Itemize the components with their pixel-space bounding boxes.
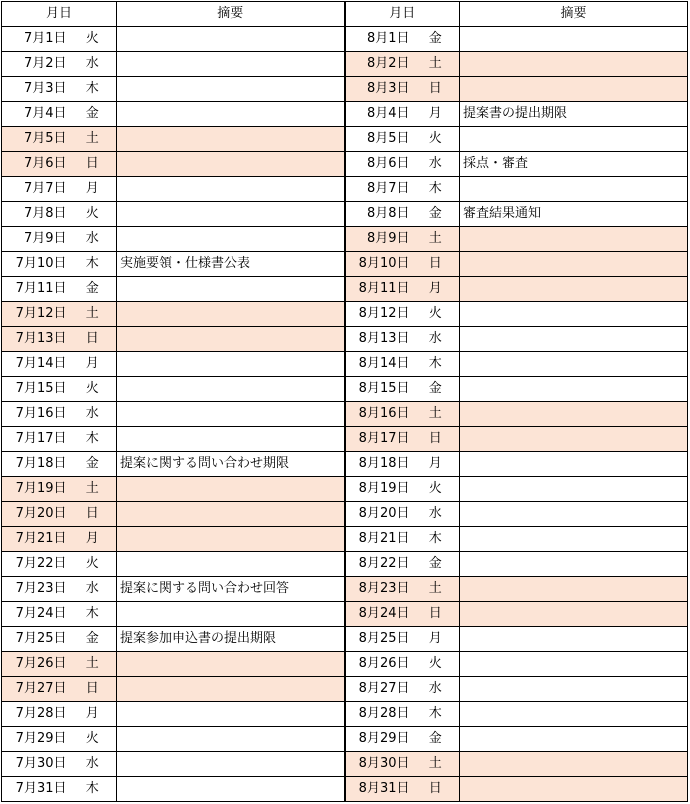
july-date-cell: 7月29日 [2, 727, 69, 752]
july-date-cell: 7月28日 [2, 702, 69, 727]
august-weekday-cell: 月 [412, 627, 460, 652]
august-date-cell: 8月22日 [345, 552, 412, 577]
august-date-cell: 8月27日 [345, 677, 412, 702]
july-date-cell: 7月11日 [2, 277, 69, 302]
calendar-row [2, 577, 688, 602]
july-weekday-cell: 水 [69, 227, 117, 252]
july-note-cell [117, 77, 345, 102]
july-date-cell: 7月3日 [2, 77, 69, 102]
july-note-cell [117, 377, 345, 402]
july-weekday-cell: 月 [69, 702, 117, 727]
july-weekday-cell: 木 [69, 252, 117, 277]
august-date-cell: 8月6日 [345, 152, 412, 177]
august-date-cell: 8月5日 [345, 127, 412, 152]
august-date-cell: 8月12日 [345, 302, 412, 327]
august-weekday-cell: 金 [412, 727, 460, 752]
august-weekday-cell: 火 [412, 652, 460, 677]
calendar-row [2, 352, 688, 377]
august-date-cell: 8月18日 [345, 452, 412, 477]
august-weekday-cell: 土 [412, 227, 460, 252]
july-weekday-cell: 日 [69, 152, 117, 177]
calendar-row [2, 227, 688, 252]
header-note-right: 摘要 [460, 2, 688, 27]
july-weekday-cell: 土 [69, 477, 117, 502]
calendar-row [2, 102, 688, 127]
august-note-cell [460, 502, 688, 527]
calendar-row [2, 302, 688, 327]
august-note-cell [460, 127, 688, 152]
august-date-cell: 8月19日 [345, 477, 412, 502]
calendar-row [2, 452, 688, 477]
july-weekday-cell: 火 [69, 377, 117, 402]
july-weekday-cell: 月 [69, 177, 117, 202]
august-date-cell: 8月13日 [345, 327, 412, 352]
august-note-cell [460, 602, 688, 627]
july-weekday-cell: 水 [69, 752, 117, 777]
august-note-cell [460, 702, 688, 727]
august-date-cell: 8月23日 [345, 577, 412, 602]
calendar-row [2, 777, 688, 802]
august-date-cell: 8月14日 [345, 352, 412, 377]
july-weekday-cell: 火 [69, 202, 117, 227]
august-weekday-cell: 日 [412, 77, 460, 102]
july-date-cell: 7月26日 [2, 652, 69, 677]
calendar-row [2, 402, 688, 427]
july-weekday-cell: 日 [69, 502, 117, 527]
july-note-cell: 提案に関する問い合わせ回答 [117, 577, 345, 602]
july-note-cell [117, 302, 345, 327]
august-note-cell: 採点・審査 [460, 152, 688, 177]
july-date-cell: 7月15日 [2, 377, 69, 402]
july-date-cell: 7月22日 [2, 552, 69, 577]
july-note-cell [117, 402, 345, 427]
august-weekday-cell: 火 [412, 477, 460, 502]
july-date-cell: 7月21日 [2, 527, 69, 552]
august-date-cell: 8月4日 [345, 102, 412, 127]
august-note-cell [460, 652, 688, 677]
july-weekday-cell: 木 [69, 777, 117, 802]
july-note-cell [117, 352, 345, 377]
august-weekday-cell: 木 [412, 352, 460, 377]
august-weekday-cell: 日 [412, 777, 460, 802]
calendar-row [2, 27, 688, 52]
july-weekday-cell: 木 [69, 602, 117, 627]
august-date-cell: 8月2日 [345, 52, 412, 77]
july-note-cell [117, 752, 345, 777]
august-date-cell: 8月15日 [345, 377, 412, 402]
august-weekday-cell: 水 [412, 677, 460, 702]
august-date-cell: 8月11日 [345, 277, 412, 302]
header-note-left: 摘要 [117, 2, 345, 27]
july-note-cell [117, 527, 345, 552]
july-weekday-cell: 水 [69, 52, 117, 77]
august-weekday-cell: 土 [412, 577, 460, 602]
calendar-body [2, 27, 688, 802]
calendar-row [2, 277, 688, 302]
july-date-cell: 7月4日 [2, 102, 69, 127]
july-note-cell [117, 702, 345, 727]
august-note-cell [460, 177, 688, 202]
july-note-cell: 実施要領・仕様書公表 [117, 252, 345, 277]
calendar-row [2, 502, 688, 527]
july-note-cell [117, 652, 345, 677]
august-weekday-cell: 日 [412, 252, 460, 277]
august-note-cell: 審査結果通知 [460, 202, 688, 227]
august-weekday-cell: 日 [412, 427, 460, 452]
july-weekday-cell: 金 [69, 452, 117, 477]
august-date-cell: 8月10日 [345, 252, 412, 277]
august-weekday-cell: 土 [412, 752, 460, 777]
july-date-cell: 7月2日 [2, 52, 69, 77]
august-weekday-cell: 火 [412, 302, 460, 327]
july-note-cell [117, 477, 345, 502]
july-date-cell: 7月8日 [2, 202, 69, 227]
august-note-cell [460, 727, 688, 752]
august-weekday-cell: 火 [412, 127, 460, 152]
august-note-cell [460, 677, 688, 702]
august-date-cell: 8月28日 [345, 702, 412, 727]
july-note-cell [117, 552, 345, 577]
july-date-cell: 7月17日 [2, 427, 69, 452]
august-weekday-cell: 金 [412, 27, 460, 52]
calendar-row [2, 327, 688, 352]
july-weekday-cell: 月 [69, 352, 117, 377]
july-note-cell [117, 777, 345, 802]
july-date-cell: 7月30日 [2, 752, 69, 777]
july-weekday-cell: 月 [69, 527, 117, 552]
header-date-left: 月日 [2, 2, 117, 27]
header-date-right: 月日 [345, 2, 460, 27]
calendar-row [2, 727, 688, 752]
august-note-cell [460, 327, 688, 352]
calendar-row [2, 477, 688, 502]
august-date-cell: 8月9日 [345, 227, 412, 252]
august-date-cell: 8月3日 [345, 77, 412, 102]
july-date-cell: 7月13日 [2, 327, 69, 352]
july-date-cell: 7月12日 [2, 302, 69, 327]
august-note-cell [460, 527, 688, 552]
august-weekday-cell: 水 [412, 152, 460, 177]
july-weekday-cell: 土 [69, 302, 117, 327]
august-date-cell: 8月31日 [345, 777, 412, 802]
calendar-row [2, 627, 688, 652]
august-date-cell: 8月1日 [345, 27, 412, 52]
august-weekday-cell: 金 [412, 202, 460, 227]
july-weekday-cell: 水 [69, 402, 117, 427]
calendar-row [2, 177, 688, 202]
july-date-cell: 7月24日 [2, 602, 69, 627]
august-note-cell [460, 352, 688, 377]
august-weekday-cell: 水 [412, 327, 460, 352]
august-weekday-cell: 土 [412, 52, 460, 77]
august-weekday-cell: 月 [412, 277, 460, 302]
july-weekday-cell: 火 [69, 727, 117, 752]
august-date-cell: 8月8日 [345, 202, 412, 227]
july-weekday-cell: 日 [69, 677, 117, 702]
august-note-cell [460, 227, 688, 252]
july-date-cell: 7月20日 [2, 502, 69, 527]
july-date-cell: 7月1日 [2, 27, 69, 52]
calendar-row [2, 527, 688, 552]
july-note-cell [117, 27, 345, 52]
august-weekday-cell: 土 [412, 402, 460, 427]
july-weekday-cell: 日 [69, 327, 117, 352]
august-date-cell: 8月25日 [345, 627, 412, 652]
july-date-cell: 7月23日 [2, 577, 69, 602]
header-row [2, 2, 688, 27]
calendar-row [2, 77, 688, 102]
august-note-cell [460, 52, 688, 77]
july-date-cell: 7月5日 [2, 127, 69, 152]
july-weekday-cell: 木 [69, 427, 117, 452]
july-note-cell [117, 102, 345, 127]
july-weekday-cell: 金 [69, 277, 117, 302]
july-note-cell [117, 202, 345, 227]
august-weekday-cell: 日 [412, 602, 460, 627]
august-note-cell [460, 627, 688, 652]
calendar-row [2, 377, 688, 402]
july-date-cell: 7月6日 [2, 152, 69, 177]
july-weekday-cell: 金 [69, 627, 117, 652]
august-weekday-cell: 月 [412, 452, 460, 477]
calendar-row [2, 702, 688, 727]
calendar-row [2, 652, 688, 677]
august-weekday-cell: 木 [412, 702, 460, 727]
calendar-row [2, 252, 688, 277]
august-note-cell [460, 277, 688, 302]
calendar-row [2, 427, 688, 452]
august-date-cell: 8月26日 [345, 652, 412, 677]
july-date-cell: 7月18日 [2, 452, 69, 477]
july-note-cell [117, 327, 345, 352]
july-note-cell [117, 727, 345, 752]
july-date-cell: 7月7日 [2, 177, 69, 202]
july-weekday-cell: 木 [69, 77, 117, 102]
august-weekday-cell: 木 [412, 177, 460, 202]
august-note-cell [460, 27, 688, 52]
july-weekday-cell: 土 [69, 127, 117, 152]
july-date-cell: 7月19日 [2, 477, 69, 502]
july-weekday-cell: 金 [69, 102, 117, 127]
calendar-row [2, 677, 688, 702]
august-note-cell [460, 452, 688, 477]
july-date-cell: 7月16日 [2, 402, 69, 427]
july-weekday-cell: 火 [69, 27, 117, 52]
august-note-cell [460, 477, 688, 502]
august-weekday-cell: 金 [412, 377, 460, 402]
july-note-cell [117, 602, 345, 627]
august-date-cell: 8月29日 [345, 727, 412, 752]
calendar-row [2, 602, 688, 627]
august-note-cell [460, 402, 688, 427]
july-note-cell [117, 427, 345, 452]
july-note-cell: 提案参加申込書の提出期限 [117, 627, 345, 652]
july-date-cell: 7月14日 [2, 352, 69, 377]
august-note-cell [460, 777, 688, 802]
calendar-row [2, 202, 688, 227]
july-weekday-cell: 火 [69, 552, 117, 577]
calendar-row [2, 152, 688, 177]
august-note-cell [460, 377, 688, 402]
calendar-row [2, 552, 688, 577]
august-note-cell: 提案書の提出期限 [460, 102, 688, 127]
august-note-cell [460, 552, 688, 577]
august-date-cell: 8月30日 [345, 752, 412, 777]
calendar-row [2, 752, 688, 777]
july-note-cell: 提案に関する問い合わせ期限 [117, 452, 345, 477]
calendar-row [2, 127, 688, 152]
july-note-cell [117, 127, 345, 152]
july-note-cell [117, 52, 345, 77]
august-weekday-cell: 水 [412, 502, 460, 527]
august-date-cell: 8月17日 [345, 427, 412, 452]
july-note-cell [117, 177, 345, 202]
august-note-cell [460, 577, 688, 602]
july-date-cell: 7月9日 [2, 227, 69, 252]
july-date-cell: 7月31日 [2, 777, 69, 802]
july-date-cell: 7月25日 [2, 627, 69, 652]
august-note-cell [460, 427, 688, 452]
august-weekday-cell: 月 [412, 102, 460, 127]
august-note-cell [460, 302, 688, 327]
august-note-cell [460, 77, 688, 102]
august-weekday-cell: 木 [412, 527, 460, 552]
august-note-cell [460, 752, 688, 777]
august-weekday-cell: 金 [412, 552, 460, 577]
july-note-cell [117, 502, 345, 527]
july-note-cell [117, 227, 345, 252]
august-date-cell: 8月20日 [345, 502, 412, 527]
july-note-cell [117, 152, 345, 177]
july-weekday-cell: 土 [69, 652, 117, 677]
august-date-cell: 8月24日 [345, 602, 412, 627]
july-date-cell: 7月27日 [2, 677, 69, 702]
calendar-row [2, 52, 688, 77]
august-date-cell: 8月16日 [345, 402, 412, 427]
july-date-cell: 7月10日 [2, 252, 69, 277]
august-date-cell: 8月7日 [345, 177, 412, 202]
august-date-cell: 8月21日 [345, 527, 412, 552]
july-weekday-cell: 水 [69, 577, 117, 602]
august-note-cell [460, 252, 688, 277]
schedule-calendar-table [1, 1, 688, 802]
july-note-cell [117, 277, 345, 302]
july-note-cell [117, 677, 345, 702]
